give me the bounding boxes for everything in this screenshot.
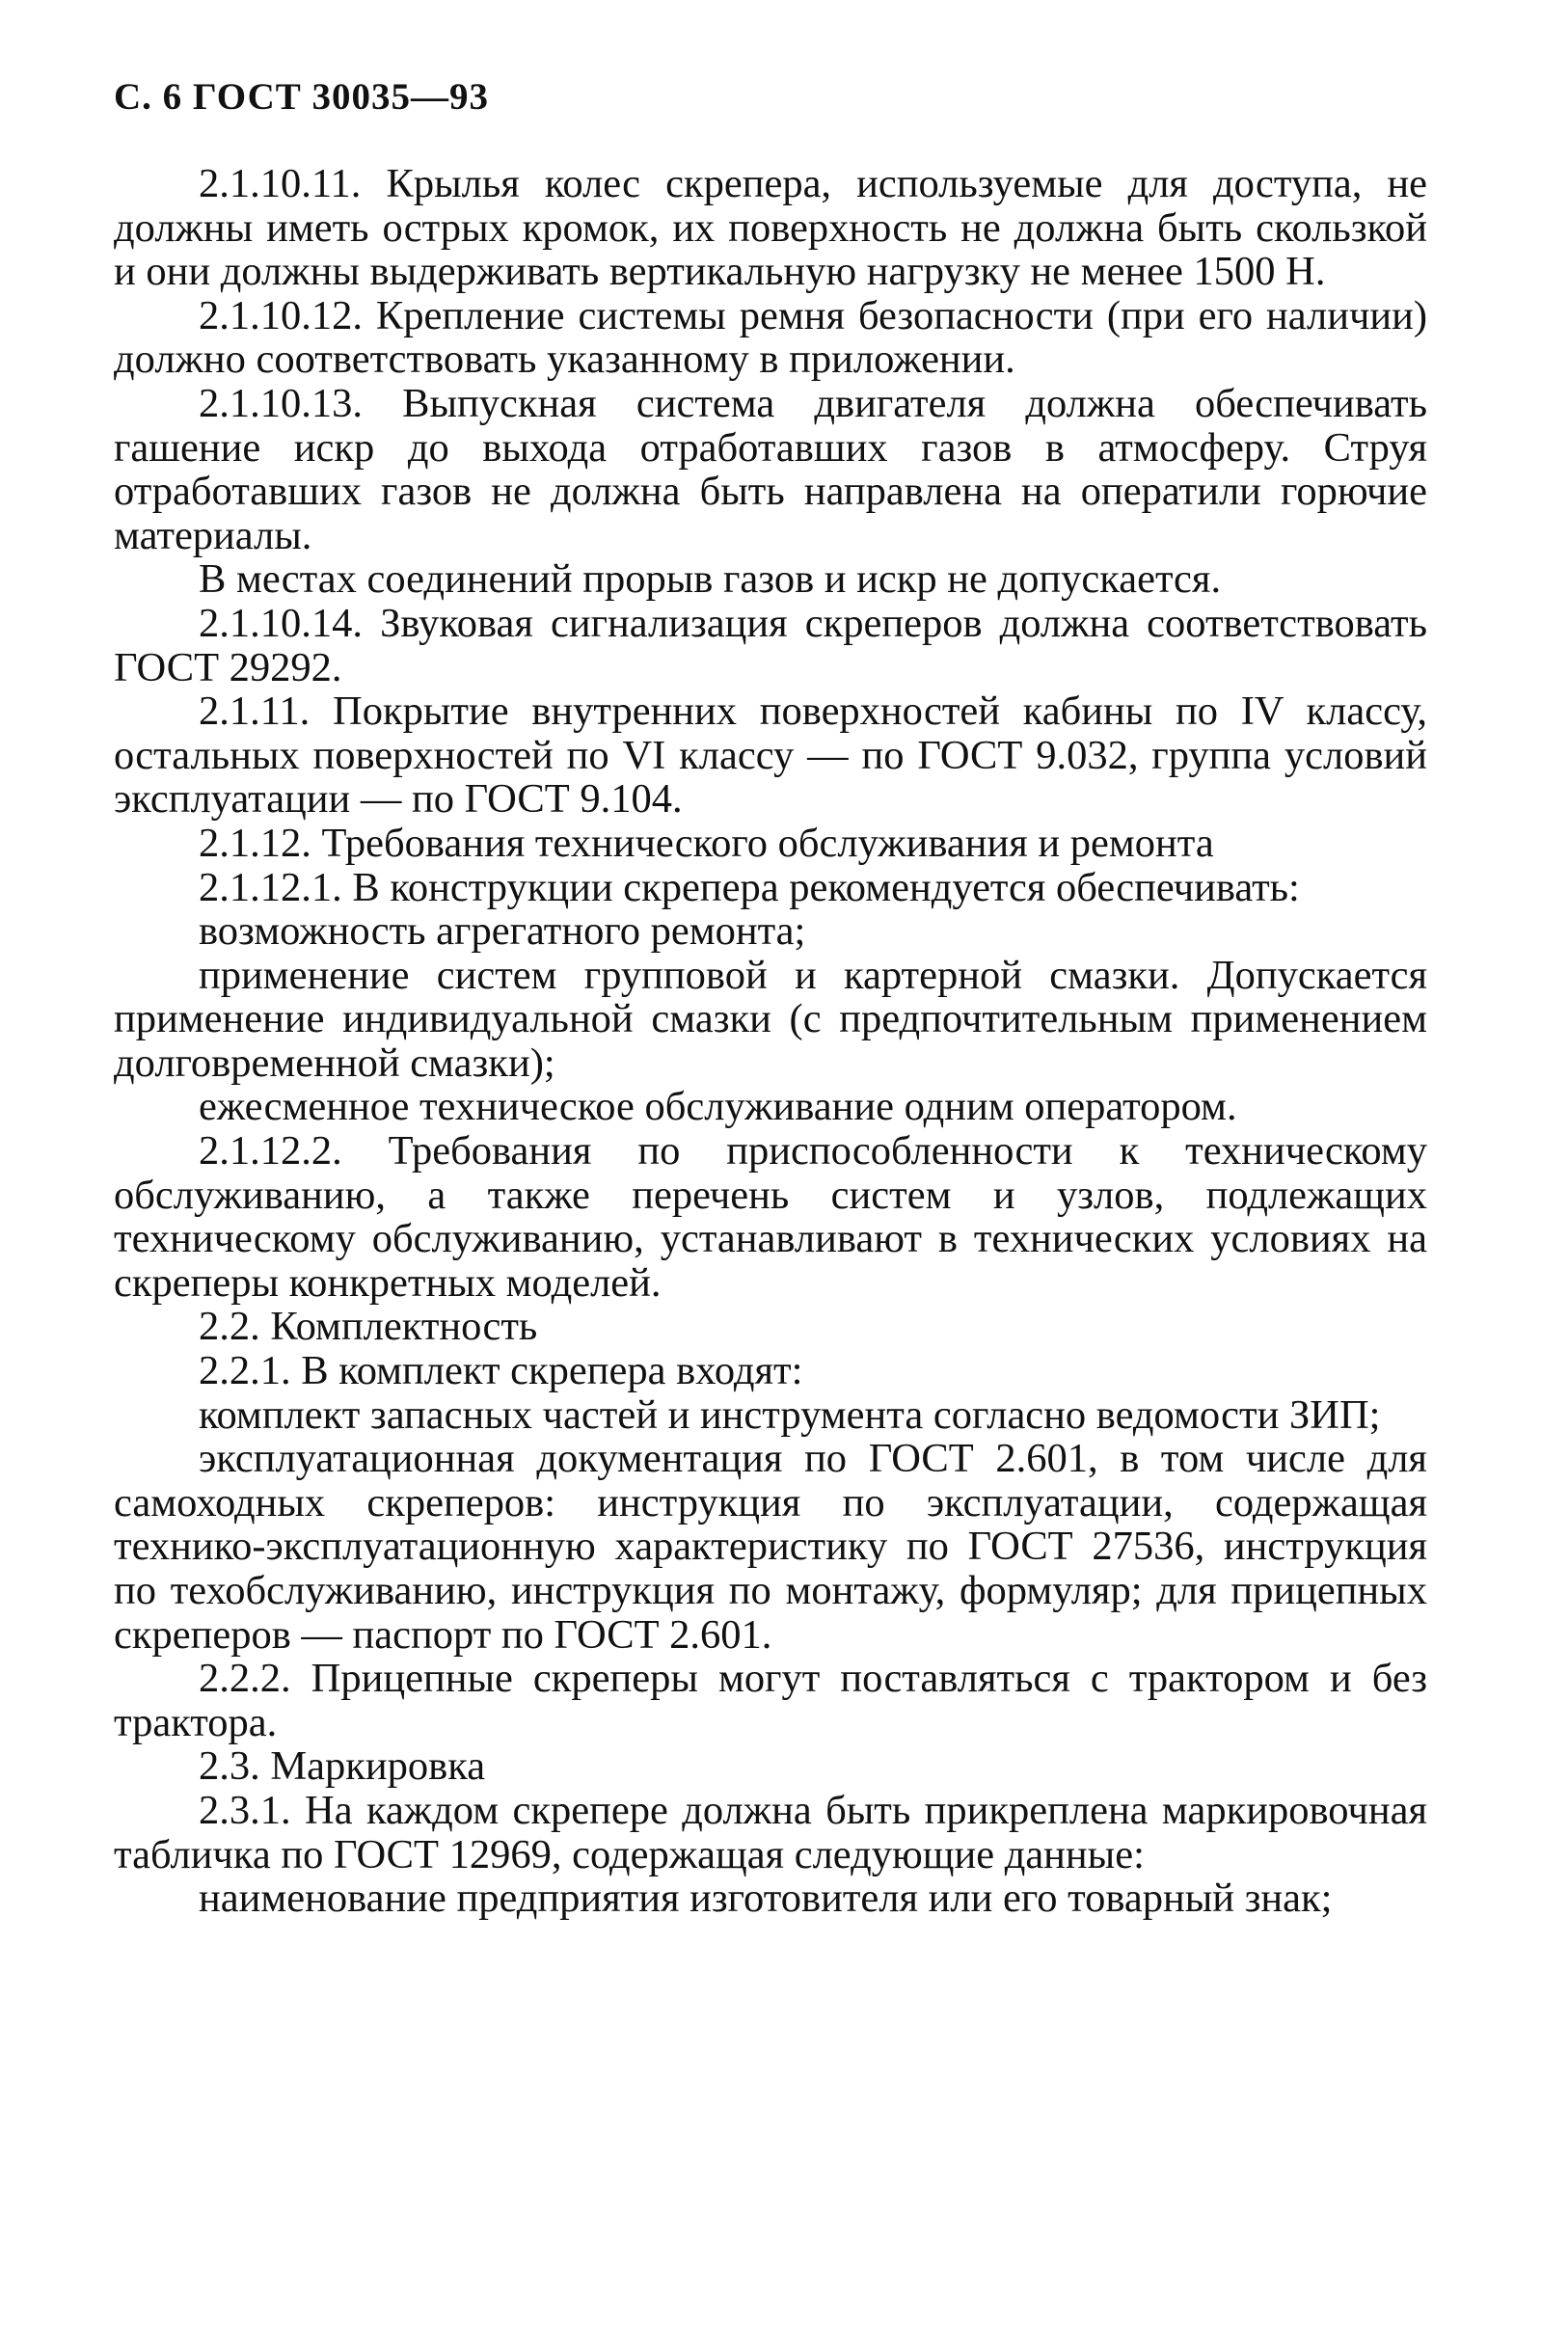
paragraph-2-2-2: 2.2.2. Прицепные скреперы могут поставляться с трактором и без трактора. [114,1656,1427,1745]
page-header: С. 6 ГОСТ 30035—93 [114,76,489,118]
paragraph-2-1-12-1: 2.1.12.1. В конструкции скрепера рекомендуется обеспечивать: [199,864,1300,910]
list-item-lubrication: применение систем групповой и картерной смазки. Допускается применение индивидуальной смазки (с предпочтительным применением долговременной смазки); [114,952,1427,1086]
document-body [114,162,1427,1921]
paragraph-2-2-1: 2.2.1. В комплект скрепера входят: [199,1348,803,1394]
paragraph-2-1-12: 2.1.12. Требования технического обслуживания и ремонта [199,820,1214,866]
paragraph-sparks-note: В местах соединений прорыв газов и искр не допускается. [199,556,1222,603]
paragraph-2-1-11: 2.1.11. Покрытие внутренних поверхностей кабины по IV классу, остальных поверхностей по VI классу — по ГОСТ 9.032, группа условий эксплуатации — по ГОСТ 9.104. [114,688,1427,823]
paragraph-2-1-12-2: 2.1.12.2. Требования по приспособленности к техническому обслуживанию, а также перечень систем и узлов, подлежащих техническому обслуживанию, устанавливают в технических условиях на скреперы конкретных моделей. [114,1128,1427,1306]
list-item-manufacturer-name: наименование предприятия изготовителя или его товарный знак; [199,1876,1333,1922]
paragraph-2-1-10-12: 2.1.10.12. Крепление системы ремня безопасности (при его наличии) должно соответствовать указанному в приложении. [114,292,1427,383]
list-item-documentation: эксплуатационная документация по ГОСТ 2.601, в том числе для самоходных скреперов: инструкция по эксплуатации, содержащая технико-эксплуатационную характеристику по ГОСТ 27536, инструкция по техобслуживанию, инструкция по монтажу, формуляр; для прицепных скреперов — паспорт по ГОСТ 2.601. [114,1436,1427,1658]
paragraph-2-1-10-13: 2.1.10.13. Выпускная система двигателя должна обеспечивать гашение искр до выхода отработавших газов в атмосферу. Струя отработавших газов не должна быть направлена на оператили горючие материалы. [114,380,1427,558]
list-item-aggregate-repair: возможность агрегатного ремонта; [199,908,806,955]
list-item-spare-parts: комплект запасных частей и инструмента согласно ведомости ЗИП; [199,1391,1381,1438]
list-item-shift-maintenance: ежесменное техническое обслуживание одним оператором. [199,1084,1237,1130]
section-heading-2-2: 2.2. Комплектность [199,1304,538,1350]
section-heading-2-3: 2.3. Маркировка [199,1743,486,1790]
paragraph-2-1-10-11: 2.1.10.11. Крылья колес скрепера, используемые для доступа, не должны иметь острых кромок, их поверхность не должна быть скользкой и они должны выдерживать вертикальную нагрузку не менее 1500 Н. [114,161,1427,295]
paragraph-2-1-10-14: 2.1.10.14. Звуковая сигнализация скреперов должна соответствовать ГОСТ 29292. [114,600,1427,690]
paragraph-2-3-1: 2.3.1. На каждом скрепере должна быть прикреплена маркировочная табличка по ГОСТ 12969, содержащая следующие данные: [114,1787,1427,1877]
